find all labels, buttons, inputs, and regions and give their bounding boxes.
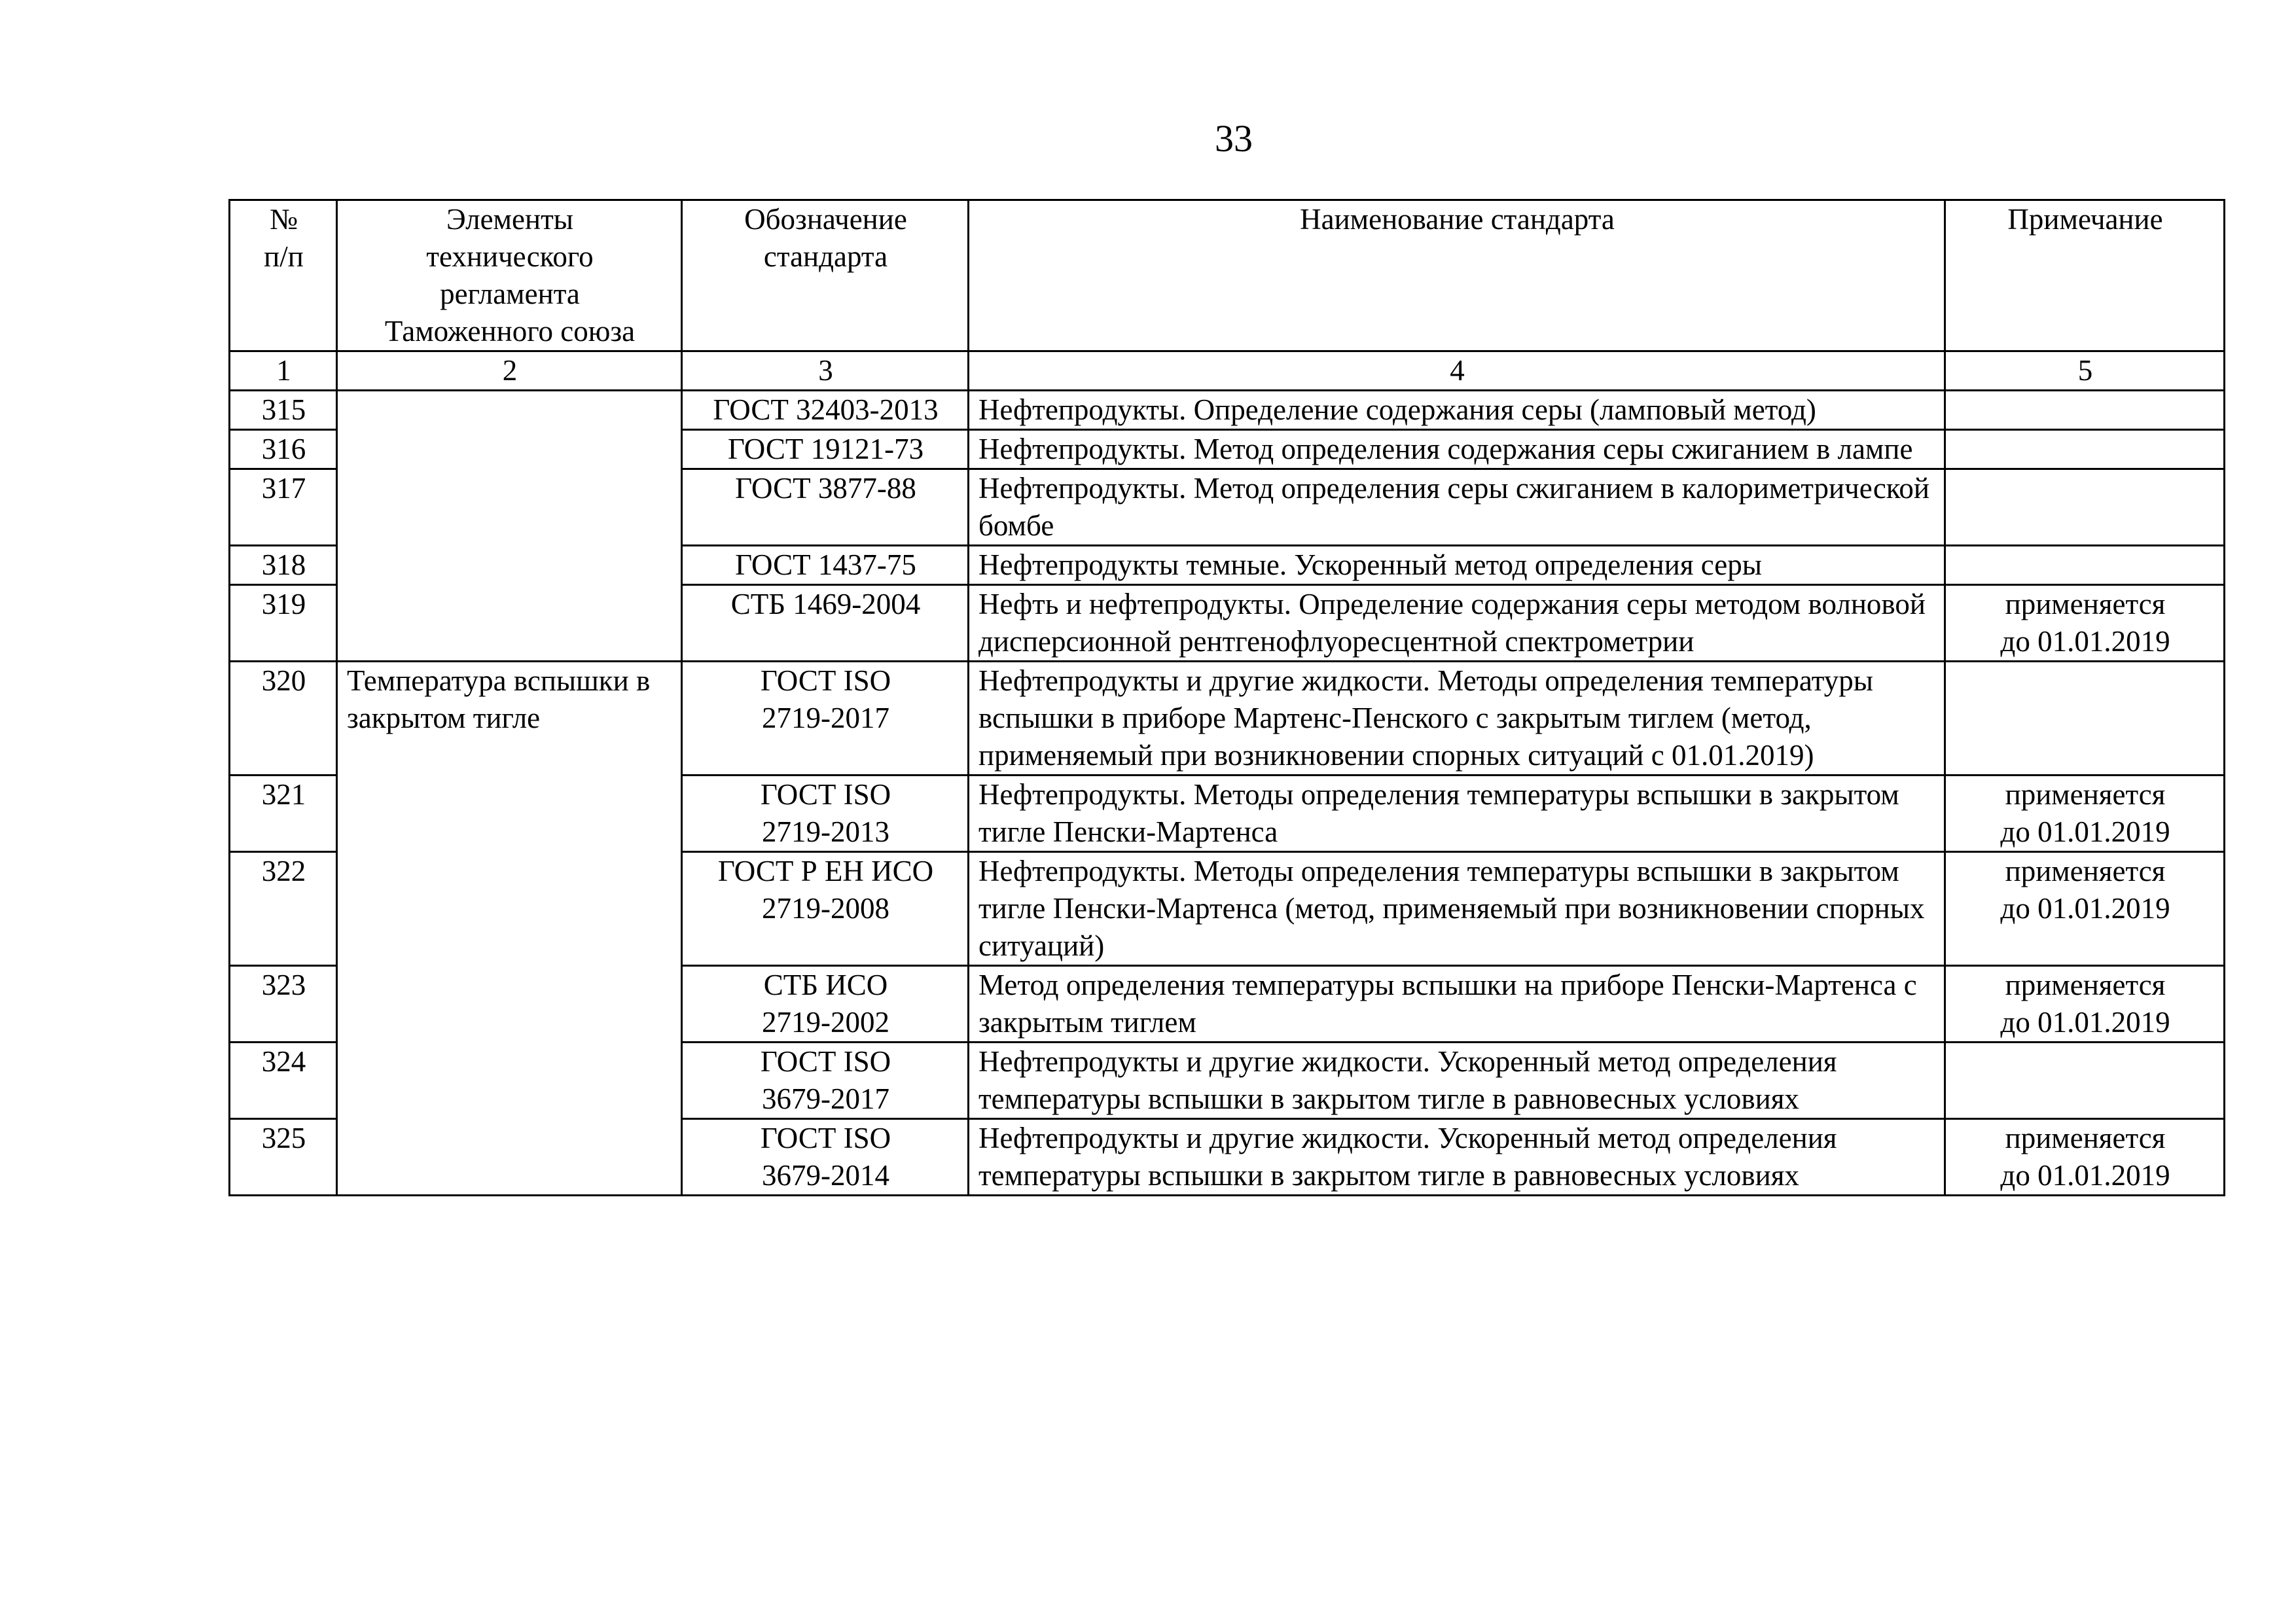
row-number: 321 xyxy=(230,776,337,852)
row-number: 325 xyxy=(230,1119,337,1196)
note xyxy=(1945,391,2225,430)
column-number: 5 xyxy=(1945,351,2225,391)
cell-line: СТБ ИСО xyxy=(763,969,888,1001)
cell-line: ГОСТ ISO xyxy=(760,1045,891,1078)
cell-line: ГОСТ ISO xyxy=(760,1122,891,1154)
cell-line: применяется xyxy=(2005,588,2166,620)
cell-line: до 01.01.2019 xyxy=(2000,1159,2170,1192)
cell-line: Таможенного союза xyxy=(384,315,636,348)
standard-name: Нефтепродукты. Методы определения температуры вспышки в закрытом тигле Пенски-Мартенса (метод, применяемый при возникновении спорных ситуаций) xyxy=(969,852,1945,966)
cell-line: СТБ 1469-2004 xyxy=(730,588,921,620)
cell-line: ГОСТ 32403-2013 xyxy=(713,393,939,426)
cell-line: Наименование стандарта xyxy=(1300,203,1615,236)
standard-designation xyxy=(682,776,969,852)
standard-name: Нефть и нефтепродукты. Определение содержания серы методом волновой дисперсионной рентгенофлуоресцентной спектрометрии xyxy=(969,585,1945,662)
cell-line: 2719-2017 xyxy=(762,702,889,734)
standard-name: Метод определения температуры вспышки на приборе Пенски-Мартенса с закрытым тиглем xyxy=(969,966,1945,1043)
row-number: 315 xyxy=(230,391,337,430)
cell-line: стандарта xyxy=(763,240,888,273)
note xyxy=(1945,430,2225,469)
cell-line: № xyxy=(270,203,298,236)
cell-line: Обозначение xyxy=(744,203,907,236)
header-designation xyxy=(682,200,969,351)
page-number: 33 xyxy=(1215,117,1253,160)
column-number: 2 xyxy=(337,351,682,391)
cell-line: ГОСТ ISO xyxy=(760,778,891,811)
standard-designation xyxy=(682,1043,969,1119)
column-number: 3 xyxy=(682,351,969,391)
row-number: 322 xyxy=(230,852,337,966)
row-number: 324 xyxy=(230,1043,337,1119)
cell-line: применяется xyxy=(2005,855,2166,887)
table-body xyxy=(230,351,2225,1196)
table-header xyxy=(230,200,2225,351)
cell-line: ГОСТ Р ЕН ИСО xyxy=(717,855,934,887)
note xyxy=(1945,1043,2225,1119)
cell-line: 2719-2008 xyxy=(762,892,889,925)
cell-line: ГОСТ 1437-75 xyxy=(735,548,916,581)
note xyxy=(1945,852,2225,966)
cell-line: ГОСТ ISO xyxy=(760,664,891,697)
standard-designation xyxy=(682,585,969,662)
header-number xyxy=(230,200,337,351)
standard-designation xyxy=(682,546,969,585)
standard-designation xyxy=(682,391,969,430)
row-number: 323 xyxy=(230,966,337,1043)
standard-designation xyxy=(682,1119,969,1196)
row-number: 317 xyxy=(230,469,337,546)
cell-line: Элементы xyxy=(446,203,573,236)
cell-line: применяется xyxy=(2005,778,2166,811)
standard-name: Нефтепродукты темные. Ускоренный метод определения серы xyxy=(969,546,1945,585)
note xyxy=(1945,662,2225,776)
cell-line: 2719-2002 xyxy=(762,1006,889,1039)
regulation-element xyxy=(337,391,682,662)
standard-name: Нефтепродукты. Определение содержания серы (ламповый метод) xyxy=(969,391,1945,430)
cell-line: технического xyxy=(426,240,594,273)
table-row xyxy=(230,662,2225,776)
standard-name: Нефтепродукты. Метод определения содержания серы сжиганием в лампе xyxy=(969,430,1945,469)
cell-line: п/п xyxy=(264,240,304,273)
cell-line: Примечание xyxy=(2007,203,2163,236)
cell-line: ГОСТ 3877-88 xyxy=(735,472,916,505)
note xyxy=(1945,966,2225,1043)
standard-name: Нефтепродукты и другие жидкости. Ускоренный метод определения температуры вспышки в закрытом тигле в равновесных условиях xyxy=(969,1043,1945,1119)
standard-designation xyxy=(682,662,969,776)
table-row xyxy=(230,391,2225,430)
standard-designation xyxy=(682,852,969,966)
row-number: 320 xyxy=(230,662,337,776)
standard-name: Нефтепродукты и другие жидкости. Методы определения температуры вспышки в приборе Мартенс-Пенского с закрытым тиглем (метод, применяемый при возникновении спорных ситуаций с 01.01.2019) xyxy=(969,662,1945,776)
cell-line: до 01.01.2019 xyxy=(2000,625,2170,658)
note xyxy=(1945,776,2225,852)
cell-line: регламента xyxy=(440,277,580,310)
standard-name: Нефтепродукты. Методы определения температуры вспышки в закрытом тигле Пенски-Мартенса xyxy=(969,776,1945,852)
column-number: 1 xyxy=(230,351,337,391)
note xyxy=(1945,546,2225,585)
cell-line: до 01.01.2019 xyxy=(2000,892,2170,925)
standard-name: Нефтепродукты. Метод определения серы сжиганием в калориметрической бомбе xyxy=(969,469,1945,546)
header-note xyxy=(1945,200,2225,351)
row-number: 316 xyxy=(230,430,337,469)
row-number: 318 xyxy=(230,546,337,585)
header-name xyxy=(969,200,1945,351)
column-number-row xyxy=(230,351,2225,391)
note xyxy=(1945,585,2225,662)
note xyxy=(1945,469,2225,546)
cell-line: применяется xyxy=(2005,1122,2166,1154)
row-number: 319 xyxy=(230,585,337,662)
cell-line: применяется xyxy=(2005,969,2166,1001)
standard-designation xyxy=(682,469,969,546)
column-number: 4 xyxy=(969,351,1945,391)
cell-line: 2719-2013 xyxy=(762,815,889,848)
cell-line: ГОСТ 19121-73 xyxy=(727,433,924,465)
standard-designation xyxy=(682,966,969,1043)
standard-designation xyxy=(682,430,969,469)
standard-name: Нефтепродукты и другие жидкости. Ускоренный метод определения температуры вспышки в закрытом тигле в равновесных условиях xyxy=(969,1119,1945,1196)
cell-line: до 01.01.2019 xyxy=(2000,815,2170,848)
note xyxy=(1945,1119,2225,1196)
cell-line: 3679-2017 xyxy=(762,1082,889,1115)
regulation-element: Температура вспышки в закрытом тигле xyxy=(337,662,682,1196)
cell-line: 3679-2014 xyxy=(762,1159,889,1192)
header-element xyxy=(337,200,682,351)
cell-line: до 01.01.2019 xyxy=(2000,1006,2170,1039)
standards-table xyxy=(228,199,2225,1196)
